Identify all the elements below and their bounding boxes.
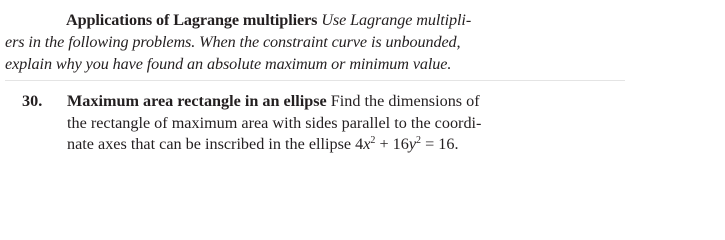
exercise-line-2: the rectangle of maximum area with sides parallel to the coordi- <box>67 113 482 132</box>
eq-var-x: x <box>363 135 371 153</box>
section-heading: Applications of Lagrange multipliers <box>66 11 318 29</box>
eq-exp-2: 2 <box>416 135 422 146</box>
exercise-body <box>67 91 481 156</box>
section-divider <box>5 80 625 81</box>
eq-coef-1: 4 <box>355 135 364 153</box>
exercise-text-3: nate axes that can be inscribed in the ellipse <box>67 135 352 153</box>
ellipse-equation <box>355 135 458 153</box>
exercise-text-1: Find the dimensions of <box>330 92 480 110</box>
intro-text-1: Use Lagrange multipli- <box>321 11 472 29</box>
eq-var-y: y <box>408 135 417 153</box>
exercise-title: Maximum area rectangle in an ellipse <box>67 92 327 110</box>
eq-plus: + <box>379 135 389 153</box>
eq-rhs: 16 <box>438 135 455 153</box>
eq-equals: = <box>425 135 435 153</box>
eq-exp-1: 2 <box>370 135 376 146</box>
eq-period: . <box>454 135 459 153</box>
section-intro <box>5 9 610 75</box>
exercise-number: 30. <box>22 92 43 110</box>
intro-line-2: ers in the following problems. When the constraint curve is unbounded, <box>5 33 461 51</box>
intro-line-3: explain why you have found an absolute maximum or minimum value. <box>5 55 452 73</box>
eq-coef-2: 16 <box>392 135 409 153</box>
exercise-line-3 <box>67 134 481 156</box>
intro-line-1 <box>5 9 610 31</box>
exercise-line-1 <box>67 91 481 113</box>
